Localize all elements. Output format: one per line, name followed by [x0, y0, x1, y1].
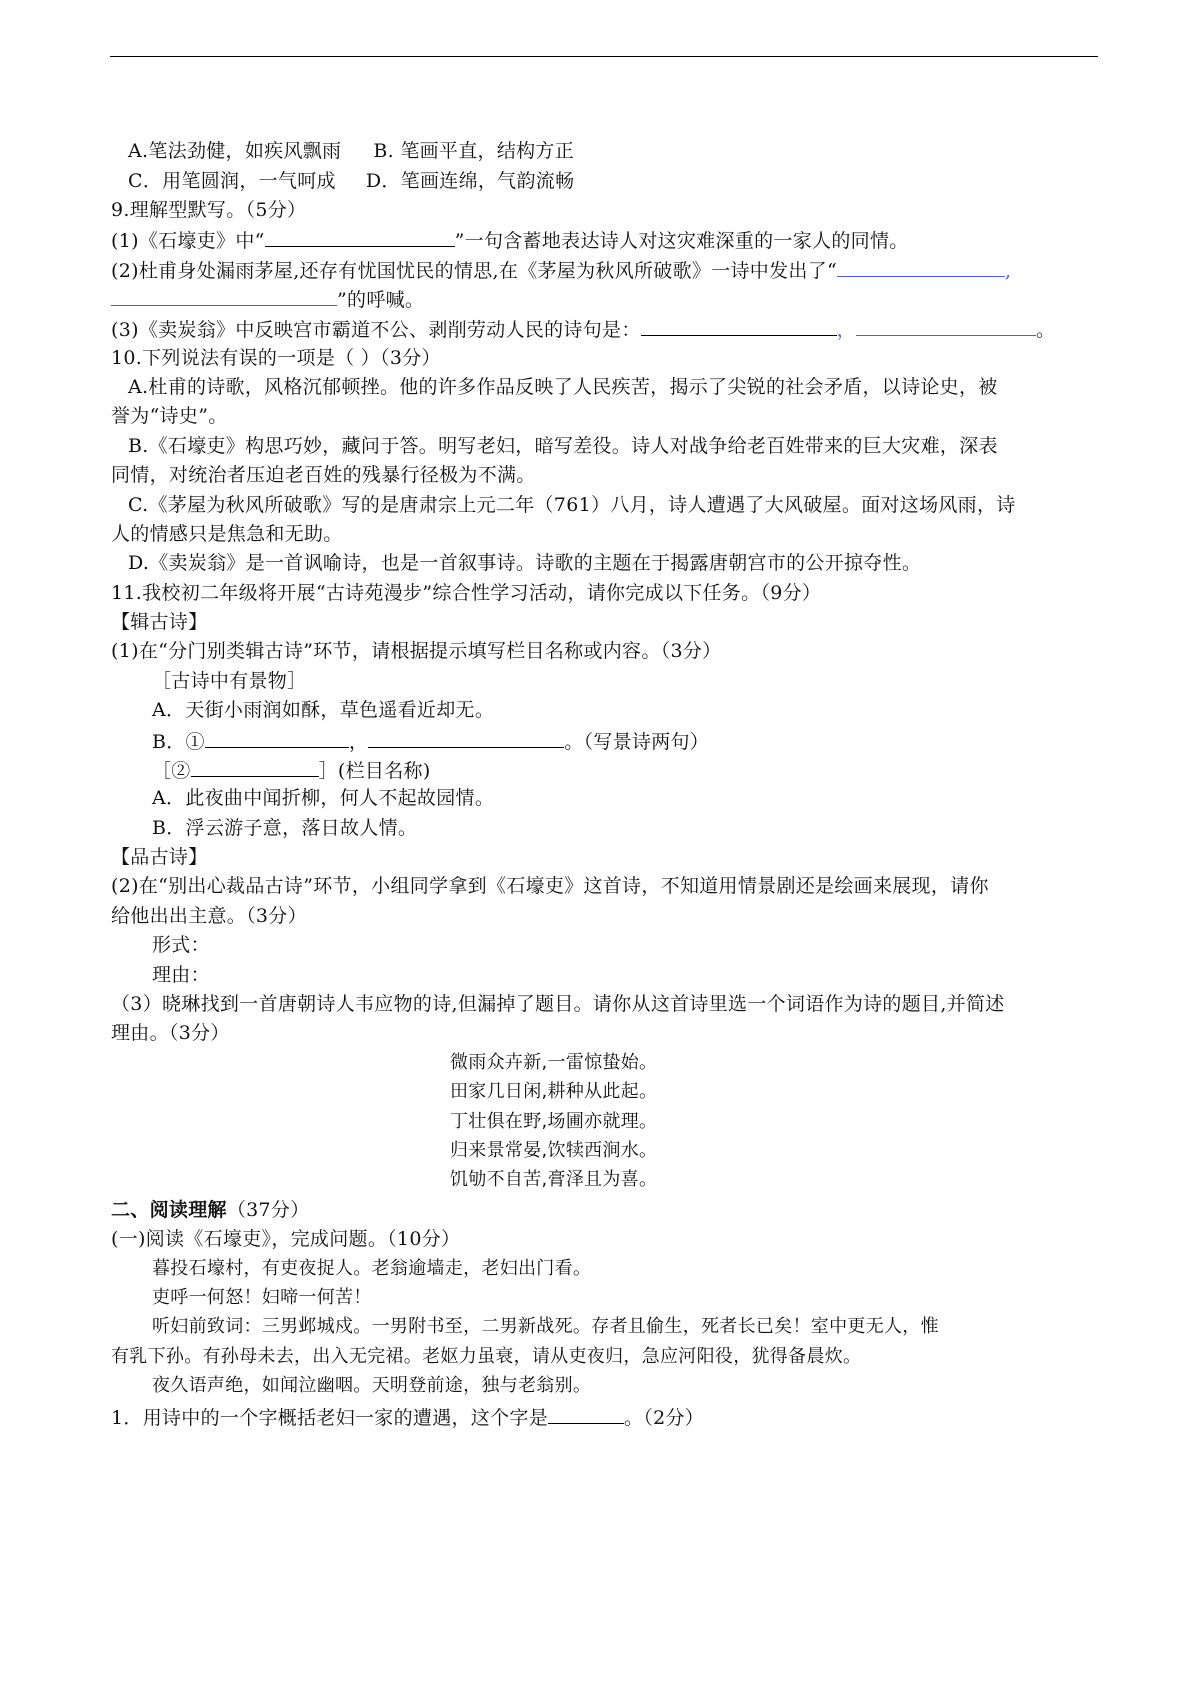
- q8-option-d: D．笔画连绵，气韵流畅: [365, 170, 575, 192]
- q10-option-b-line1: B.《石壕吏》构思巧妙，藏问于答。明写老妇，暗写差役。诗人对战争给老百姓带来的巨大灾难，深表: [128, 435, 998, 457]
- classical-text-line-1: 暮投石壕村，有吏夜捉人。老翁逾墙走，老妇出门看。: [152, 1258, 592, 1279]
- q11-category-1-a: A．天街小雨润如酥，草色遥看近却无。: [152, 699, 495, 721]
- q11-part1: (1)在“分门别类辑古诗”环节，请根据提示填写栏目名称或内容。（3分）: [111, 640, 722, 662]
- q11-category-1-b-prefix: B．①: [152, 731, 205, 753]
- classical-text-line-5: 夜久语声绝，如闻泣幽咽。天明登前途，独与老翁别。: [152, 1375, 592, 1396]
- q9-part2-comma: ,: [1005, 260, 1012, 282]
- q9-title: 9.理解型默写。（5分）: [111, 199, 307, 221]
- q8-option-row-1: [128, 138, 574, 164]
- q8-option-c: C．用笔圆润，一气呵成: [128, 170, 336, 192]
- q10-option-c-line1: C.《茅屋为秋风所破歌》写的是唐肃宗上元二年（761）八月，诗人遭遇了大风破屋。面对这场风雨，诗: [128, 494, 1016, 516]
- part2-subheading: (一)阅读《石壕吏》，完成问题。（10分）: [111, 1228, 461, 1250]
- q9-part3-prefix: (3)《卖炭翁》中反映宫市霸道不公、剥削劳动人民的诗句是：: [111, 319, 641, 341]
- q11-category-2-suffix: ］(栏目名称): [318, 760, 431, 782]
- q9-part3-comma: ，: [836, 319, 856, 341]
- poem-line-2: 田家几日闲,耕种从此起。: [450, 1081, 658, 1102]
- part2-heading-title: 二、阅读理解: [111, 1199, 227, 1221]
- q9-part1-prefix: (1)《石壕吏》中“: [111, 230, 265, 252]
- q11-title: 11.我校初二年级将开展“古诗苑漫步”综合性学习活动，请你完成以下任务。（9分）: [111, 582, 822, 604]
- part2-question-1: [111, 1403, 704, 1431]
- part2-question-1-suffix: 。（2分）: [624, 1407, 705, 1429]
- q10-option-d: D.《卖炭翁》是一首讽喻诗，也是一首叙事诗。诗歌的主题在于揭露唐朝宫市的公开掠夺性。: [128, 552, 922, 574]
- q9-part3-blank-2[interactable]: [856, 315, 1036, 336]
- q11-category-2-b: B．浮云游子意，落日故人情。: [152, 817, 418, 839]
- q11-part3-line2: 理由。（3分）: [111, 1022, 230, 1044]
- q9-part1-blank[interactable]: [265, 226, 455, 247]
- q10-option-a-line2: 誉为“诗史”。: [111, 405, 228, 427]
- q9-part2-blank-1[interactable]: [837, 256, 1005, 277]
- q11-part2-line1: (2)在“别出心裁品古诗”环节，小组同学拿到《石壕吏》这首诗，不知道用情景剧还是绘画来展现，请你: [111, 875, 989, 897]
- q11-reason-label: 理由：: [152, 964, 210, 986]
- part2-heading-score: （37分）: [226, 1199, 310, 1221]
- q11-category-1: ［古诗中有景物］: [152, 670, 307, 692]
- q9-part2-line2: [111, 285, 424, 313]
- q9-part2-blank-2[interactable]: [111, 285, 337, 306]
- q11-part3-line1: （3）晓琳找到一首唐朝诗人韦应物的诗,但漏掉了题目。请你从这首诗里选一个词语作为诗的题目,并简述: [111, 993, 1005, 1015]
- q9-part2-line1: [111, 256, 1011, 284]
- q9-part3-end: 。: [1035, 319, 1056, 341]
- q9-part3: [111, 315, 1055, 343]
- part2-question-1-blank[interactable]: [548, 1403, 624, 1424]
- q11-category-1-b-blank-2[interactable]: [368, 727, 564, 748]
- classical-text-line-4: 有乳下孙。有孙母未去，出入无完裙。老妪力虽衰，请从吏夜归，急应河阳役，犹得备晨炊。: [111, 1346, 862, 1367]
- classical-text-line-3: 听妇前致词：三男邺城戍。一男附书至，二男新战死。存者且偷生，死者长已矣！室中更无人，惟: [152, 1316, 939, 1337]
- poem-line-4: 归来景常晏,饮犊西涧水。: [450, 1140, 658, 1161]
- q9-part1: [111, 226, 909, 254]
- part2-question-1-prefix: 1．用诗中的一个字概括老妇一家的遭遇，这个字是: [111, 1407, 548, 1429]
- q11-form-label: 形式：: [152, 934, 210, 956]
- q10-option-a-line1: A.杜甫的诗歌，风格沉郁顿挫。他的许多作品反映了人民疾苦，揭示了尖锐的社会矛盾，以诗论史，被: [128, 376, 998, 398]
- q11-category-2-prefix: ［②: [152, 760, 191, 782]
- q11-category-1-b-comma: ，: [348, 731, 369, 753]
- part2-heading: [111, 1197, 310, 1223]
- q8-option-a: A.笔法劲健，如疾风飘雨: [128, 140, 342, 162]
- q11-category-2-a: A．此夜曲中闻折柳，何人不起故园情。: [152, 787, 495, 809]
- q9-part3-blank-1[interactable]: [641, 315, 837, 336]
- q8-option-b: B. 笔画平直，结构方正: [373, 140, 575, 162]
- q9-part2-prefix: (2)杜甫身处漏雨茅屋,还存有忧国忧民的情思,在《茅屋为秋风所破歌》一诗中发出了“: [111, 260, 838, 282]
- q8-option-row-2: [128, 168, 574, 194]
- q10-option-b-line2: 同情，对统治者压迫老百姓的残暴行径极为不满。: [111, 464, 536, 486]
- q11-category-1-b-blank-1[interactable]: [205, 727, 349, 748]
- classical-text-line-2: 吏呼一何怒！妇啼一何苦！: [152, 1287, 372, 1308]
- poem-line-5: 饥劬不自苦,膏泽且为喜。: [450, 1169, 658, 1190]
- q10-option-c-line2: 人的情感只是焦急和无助。: [111, 523, 343, 545]
- q10-title: 10.下列说法有误的一项是（ ）（3分）: [111, 347, 441, 369]
- q9-part1-suffix: ”一句含蓄地表达诗人对这灾难深重的一家人的同情。: [454, 230, 909, 252]
- q11-part2-line2: 给他出出主意。（3分）: [111, 905, 307, 927]
- q9-part2-suffix: ”的呼喊。: [337, 289, 425, 311]
- q11-section-heading-1: 【辑古诗】: [111, 611, 208, 633]
- q11-category-2-blank[interactable]: [191, 756, 319, 777]
- poem-line-1: 微雨众卉新,一雷惊蛰始。: [450, 1052, 658, 1073]
- q11-category-1-b: [152, 727, 709, 755]
- q11-section-heading-2: 【品古诗】: [111, 846, 208, 868]
- header-rule: [110, 56, 1098, 57]
- q11-category-1-b-suffix: 。（写景诗两句）: [564, 731, 710, 753]
- poem-line-3: 丁壮俱在野,场圃亦就理。: [450, 1111, 658, 1132]
- q11-category-2: [152, 756, 431, 784]
